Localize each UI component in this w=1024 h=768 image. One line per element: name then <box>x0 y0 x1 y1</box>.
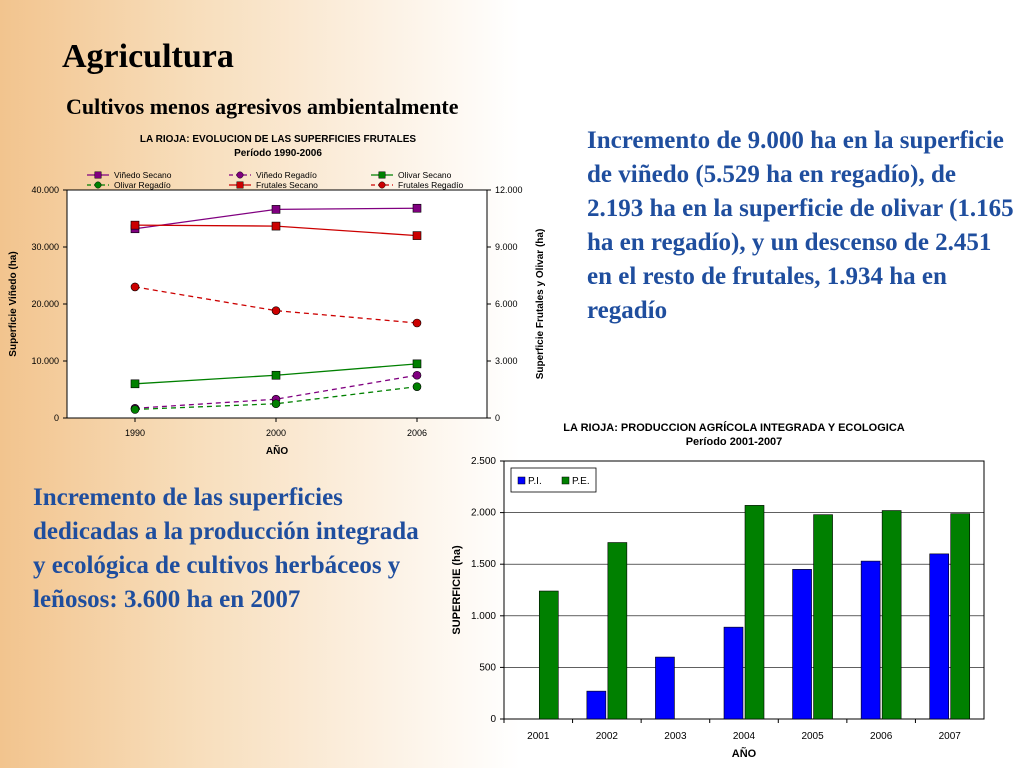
data-point <box>131 380 139 388</box>
bar <box>930 554 949 719</box>
y-tick-label: 1.500 <box>470 559 496 571</box>
legend-swatch <box>518 477 525 484</box>
y-left-tick-label: 40.000 <box>31 185 59 195</box>
x-tick-label: 2005 <box>801 731 824 742</box>
y-tick-label: 2.500 <box>470 456 496 467</box>
data-point <box>131 405 139 413</box>
slide-subtitle: Cultivos menos agresivos ambientalmente <box>66 94 459 119</box>
legend-label: Olivar Secano <box>398 170 452 180</box>
y-tick-label: 0 <box>490 714 496 725</box>
legend-label: Viñedo Regadío <box>256 170 317 180</box>
y-left-tick-label: 30.000 <box>31 242 59 252</box>
bar-chart-x-label: AÑO <box>731 748 757 760</box>
line-chart-x-label: AÑO <box>265 446 289 457</box>
y-right-tick-label: 0 <box>495 413 501 423</box>
bar <box>814 515 833 719</box>
legend-label: Frutales Secano <box>256 180 318 190</box>
line-chart-y-right-label: Superficie Frutales y Olivar (ha) <box>535 228 546 380</box>
y-left-tick-label: 10.000 <box>31 356 59 366</box>
bar <box>655 657 674 719</box>
slide-title: Agricultura <box>62 38 234 75</box>
x-tick-label: 1990 <box>124 428 146 438</box>
legend-label: Frutales Regadío <box>398 180 464 190</box>
y-right-tick-label: 6.000 <box>495 299 518 309</box>
bar <box>587 691 606 719</box>
y-tick-label: 1.000 <box>470 610 496 622</box>
bar <box>539 591 558 719</box>
bar-chart-title: LA RIOJA: PRODUCCION AGRÍCOLA INTEGRADA Y ECOLOGICA <box>563 422 905 434</box>
data-point <box>272 371 280 379</box>
x-tick-label: 2000 <box>265 428 287 438</box>
legend-swatch <box>562 477 569 484</box>
bar <box>608 543 627 719</box>
legend-marker <box>379 182 385 188</box>
line-chart-y-left-label: Superficie Viñedo (ha) <box>8 251 19 357</box>
x-tick-label: 2006 <box>406 428 428 438</box>
bar <box>951 514 970 719</box>
x-tick-label: 2007 <box>938 731 961 742</box>
bar <box>724 627 743 719</box>
bar-chart-subtitle: Período 2001-2007 <box>685 436 783 448</box>
data-point <box>413 319 421 327</box>
y-right-tick-label: 12.000 <box>495 185 523 195</box>
y-right-tick-label: 3.000 <box>495 356 518 366</box>
line-chart-title: LA RIOJA: EVOLUCION DE LAS SUPERFICIES FRUTALES <box>139 134 417 145</box>
x-tick-label: 2001 <box>527 731 550 742</box>
x-tick-label: 2006 <box>870 731 893 742</box>
legend-label: Olivar Regadío <box>114 180 171 190</box>
legend-marker <box>379 172 385 178</box>
bar-chart-y-label: SUPERFICIE (ha) <box>451 545 463 635</box>
legend-label: P.I. <box>528 476 542 487</box>
y-right-tick-label: 9.000 <box>495 242 518 252</box>
bar <box>882 511 901 719</box>
bar <box>745 505 764 719</box>
data-point <box>413 204 421 212</box>
data-point <box>272 205 280 213</box>
bar-chart-plot-area <box>504 461 984 719</box>
data-point <box>413 232 421 240</box>
data-point <box>272 400 280 408</box>
y-tick-label: 2.000 <box>470 507 496 519</box>
data-point <box>131 221 139 229</box>
y-left-tick-label: 20.000 <box>31 299 59 309</box>
x-tick-label: 2003 <box>664 731 687 742</box>
legend-marker <box>95 182 101 188</box>
line-chart-subtitle: Período 1990-2006 <box>234 148 322 159</box>
legend-marker <box>95 172 101 178</box>
data-point <box>413 371 421 379</box>
data-point <box>413 360 421 368</box>
y-left-tick-label: 0 <box>53 413 59 423</box>
data-point <box>413 383 421 391</box>
bar <box>861 561 880 719</box>
data-point <box>131 283 139 291</box>
legend-label: P.E. <box>572 476 590 487</box>
legend-marker <box>237 172 243 178</box>
bar <box>793 569 812 719</box>
legend-marker <box>237 182 243 188</box>
x-tick-label: 2004 <box>732 731 756 742</box>
legend-label: Viñedo Secano <box>114 170 172 180</box>
vineyard-olive-summary-text: Incremento de 9.000 ha en la superficie de viñedo (5.529 ha en regadío), de 2.193 ha en la superficie de olivar (1.165 ha en regadío), y un descenso de 2.451 en el resto de frutales, 1.934 ha en regadío <box>587 127 1014 324</box>
y-tick-label: 500 <box>479 662 496 674</box>
data-point <box>272 307 280 315</box>
integrated-production-bar-chart <box>440 412 1000 768</box>
data-point <box>272 222 280 230</box>
x-tick-label: 2002 <box>595 731 618 742</box>
integrated-production-summary-text: Incremento de las superficies dedicadas a la producción integrada y ecológica de cultivos herbáceos y leñosos: 3.600 ha en 2007 <box>33 484 419 613</box>
